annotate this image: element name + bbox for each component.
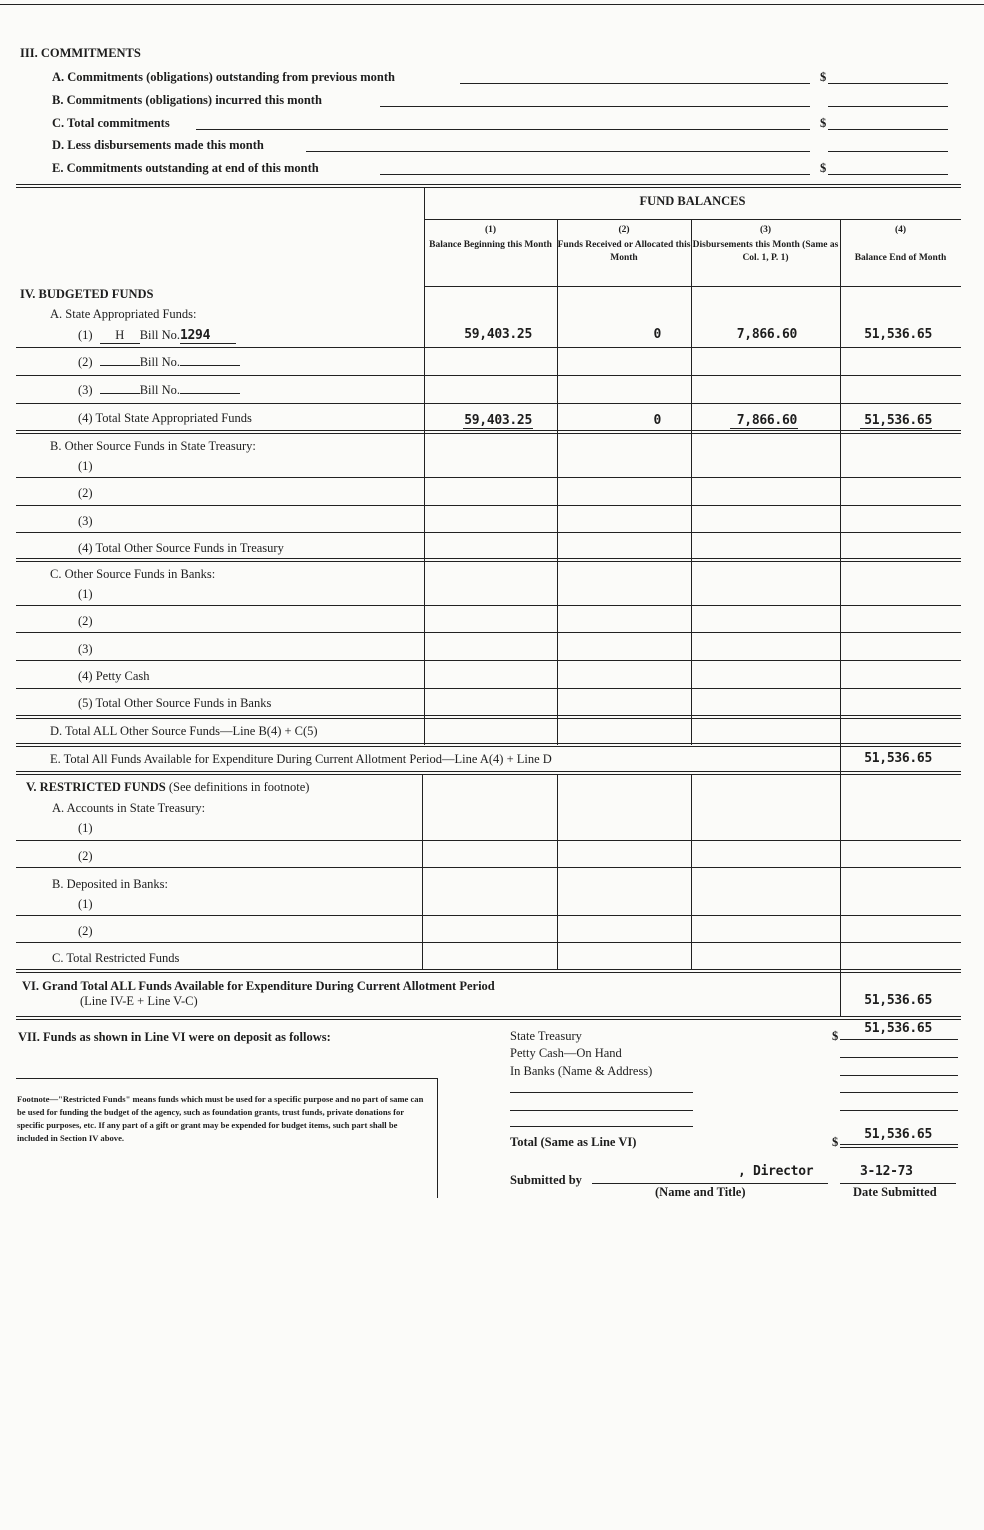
commitment-line-leader — [306, 151, 810, 152]
section-rule — [16, 743, 961, 747]
col-line-1b — [422, 775, 423, 970]
commitment-line-leader — [380, 106, 810, 107]
underline — [510, 1126, 693, 1127]
section-vii-total-value: 51,536.65 — [864, 1127, 932, 1142]
signature-line — [592, 1183, 828, 1184]
section-v-title: V. RESTRICTED FUNDS (See definitions in footnote) — [26, 780, 310, 794]
commitment-amount-line — [828, 151, 948, 152]
header-rule — [424, 219, 961, 220]
commitment-dollar-sign: $ — [820, 116, 827, 130]
underline — [840, 1075, 958, 1076]
section-vi-sub: (Line IV-E + Line V-C) — [80, 994, 198, 1008]
dollar-sign-total: $ — [832, 1135, 839, 1149]
c-item-4: (4) Petty Cash — [78, 669, 150, 683]
section-rule — [16, 558, 961, 562]
underline — [840, 1092, 958, 1093]
section-rule — [16, 969, 961, 973]
section-vii-title: VII. Funds as shown in Line VI were on deposit as follows: — [18, 1030, 331, 1044]
section-rule — [16, 1016, 961, 1020]
section-divider — [16, 184, 961, 188]
col-2-header: (2) Funds Received or Allocated this Month — [557, 225, 691, 263]
state-appropriated-title: A. State Appropriated Funds: — [50, 307, 197, 321]
other-source-banks-title: C. Other Source Funds in Banks: — [50, 567, 216, 581]
row-rule — [16, 477, 961, 478]
footnote-right-rule — [437, 1078, 438, 1198]
totalA-col3: 7,866.60 — [736, 413, 797, 428]
name-title-caption: (Name and Title) — [655, 1185, 746, 1199]
c-item-1: (1) — [78, 587, 93, 601]
footnote-text: Footnote—"Restricted Funds" means funds which must be used for a specific purpose and no part of same can be used for funding the budget of the agency, such as foundation grants, trust funds, private donations for specific purposes, etc. If any part of a gift or grant may be expended for budget items, such part shall be included in Section IV above. — [17, 1094, 424, 1143]
commitment-line-label: B. Commitments (obligations) incurred this month — [52, 93, 322, 107]
row-rule — [16, 688, 961, 689]
row-rule — [16, 840, 961, 841]
b-item-1: (1) — [78, 459, 93, 473]
totalA-col4: 51,536.65 — [864, 413, 932, 428]
underline — [840, 1110, 958, 1111]
double-underline — [840, 1144, 958, 1148]
row-rule — [16, 660, 961, 661]
commitment-line-leader — [380, 174, 810, 175]
row-rule — [16, 942, 961, 943]
e-total-value: 51,536.65 — [864, 751, 932, 766]
totalA-col1: 59,403.25 — [464, 413, 532, 428]
row-rule — [16, 632, 961, 633]
col-line-3 — [691, 219, 692, 745]
commitment-amount-line — [828, 83, 948, 84]
row1-col2: 0 — [653, 327, 661, 342]
restricted-b-title: B. Deposited in Banks: — [52, 877, 168, 891]
row-rule — [16, 375, 961, 376]
section-rule — [16, 430, 961, 434]
other-source-treasury-title: B. Other Source Funds in State Treasury: — [50, 439, 256, 453]
row-rule — [16, 532, 961, 533]
restricted-a-title: A. Accounts in State Treasury: — [52, 801, 206, 815]
col-line-2b — [557, 775, 558, 970]
col-line-1 — [424, 188, 425, 745]
underline — [730, 428, 798, 429]
commitment-amount-line — [828, 106, 948, 107]
restricted-total-label: C. Total Restricted Funds — [52, 951, 180, 965]
row-rule — [16, 605, 961, 606]
bill-row-3: (3) Bill No. — [78, 383, 240, 398]
grand-total-value: 51,536.65 — [864, 993, 932, 1008]
fund-balances-title: FUND BALANCES — [639, 194, 746, 208]
commitment-line-label: D. Less disbursements made this month — [52, 138, 264, 152]
commitment-amount-line — [828, 129, 948, 130]
header-bottom-rule — [424, 286, 961, 287]
commitment-line-label: A. Commitments (obligations) outstanding from previous month — [52, 70, 395, 84]
col-1-header: (1) Balance Beginning this Month — [429, 225, 552, 250]
commitment-line-label: C. Total commitments — [52, 116, 170, 130]
total-state-appropriated-label: (4) Total State Appropriated Funds — [78, 411, 252, 425]
totalA-col2: 0 — [653, 413, 661, 428]
b-item-3: (3) — [78, 514, 93, 528]
e-total-label: E. Total All Funds Available for Expenditure During Current Allotment Period—Line A(4) + Line D — [50, 752, 552, 766]
commitment-dollar-sign: $ — [820, 161, 827, 175]
row-rule — [16, 347, 961, 348]
row-rule — [16, 403, 961, 404]
in-banks-label: In Banks (Name & Address) — [510, 1064, 653, 1078]
petty-cash-label: Petty Cash—On Hand — [510, 1046, 622, 1060]
commitment-dollar-sign: $ — [820, 70, 827, 84]
d-total-label: D. Total ALL Other Source Funds—Line B(4) + C(5) — [50, 724, 318, 738]
row-rule — [16, 867, 961, 868]
underline — [840, 1057, 958, 1058]
submitted-by-label: Submitted by — [510, 1173, 582, 1187]
bill-row-1: (1) H Bill No.1294 — [78, 328, 236, 344]
restricted-a-2: (2) — [78, 849, 93, 863]
b-item-4: (4) Total Other Source Funds in Treasury — [78, 541, 284, 555]
dollar-sign: $ — [832, 1029, 839, 1043]
total-same-as-vi-label: Total (Same as Line VI) — [510, 1135, 637, 1149]
section-rule — [16, 771, 961, 775]
section-vi-title: VI. Grand Total ALL Funds Available for Expenditure During Current Allotment Period — [22, 979, 495, 993]
footnote-top-rule — [16, 1078, 438, 1079]
section-iii-title: III. COMMITMENTS — [20, 46, 141, 60]
restricted-b-2: (2) — [78, 924, 93, 938]
state-treasury-label: State Treasury — [510, 1029, 582, 1043]
state-treasury-value: 51,536.65 — [864, 1021, 932, 1036]
section-rule — [16, 715, 961, 719]
underline — [510, 1092, 693, 1093]
section-iv-title: IV. BUDGETED FUNDS — [20, 287, 154, 301]
date-line — [840, 1183, 956, 1184]
bill-row-2: (2) Bill No. — [78, 355, 240, 370]
underline — [510, 1110, 693, 1111]
row-rule — [16, 915, 961, 916]
commitment-amount-line — [828, 174, 948, 175]
commitment-line-leader — [196, 129, 810, 130]
row1-col1: 59,403.25 — [464, 327, 532, 342]
commitment-line-label: E. Commitments outstanding at end of this month — [52, 161, 319, 175]
b-item-2: (2) — [78, 486, 93, 500]
restricted-a-1: (1) — [78, 821, 93, 835]
underline — [860, 428, 932, 429]
date-submitted-value: 3-12-73 — [860, 1164, 913, 1179]
underline — [463, 428, 533, 429]
row1-col4: 51,536.65 — [864, 327, 932, 342]
col-3-header: (3) Disbursements this Month (Same as Col. 1, P. 1) — [692, 225, 839, 263]
c-item-2: (2) — [78, 614, 93, 628]
commitment-line-leader — [460, 83, 810, 84]
underline — [840, 1039, 958, 1040]
director-title: , Director — [738, 1164, 814, 1179]
col-line-3b — [691, 775, 692, 970]
row1-col3: 7,866.60 — [736, 327, 797, 342]
col-line-2 — [557, 219, 558, 745]
date-submitted-caption: Date Submitted — [853, 1185, 937, 1199]
c-item-5: (5) Total Other Source Funds in Banks — [78, 696, 272, 710]
row-rule — [16, 505, 961, 506]
c-item-3: (3) — [78, 642, 93, 656]
top-edge-rule — [0, 4, 984, 5]
col-4-header: (4) Balance End of Month — [854, 225, 947, 263]
restricted-b-1: (1) — [78, 897, 93, 911]
